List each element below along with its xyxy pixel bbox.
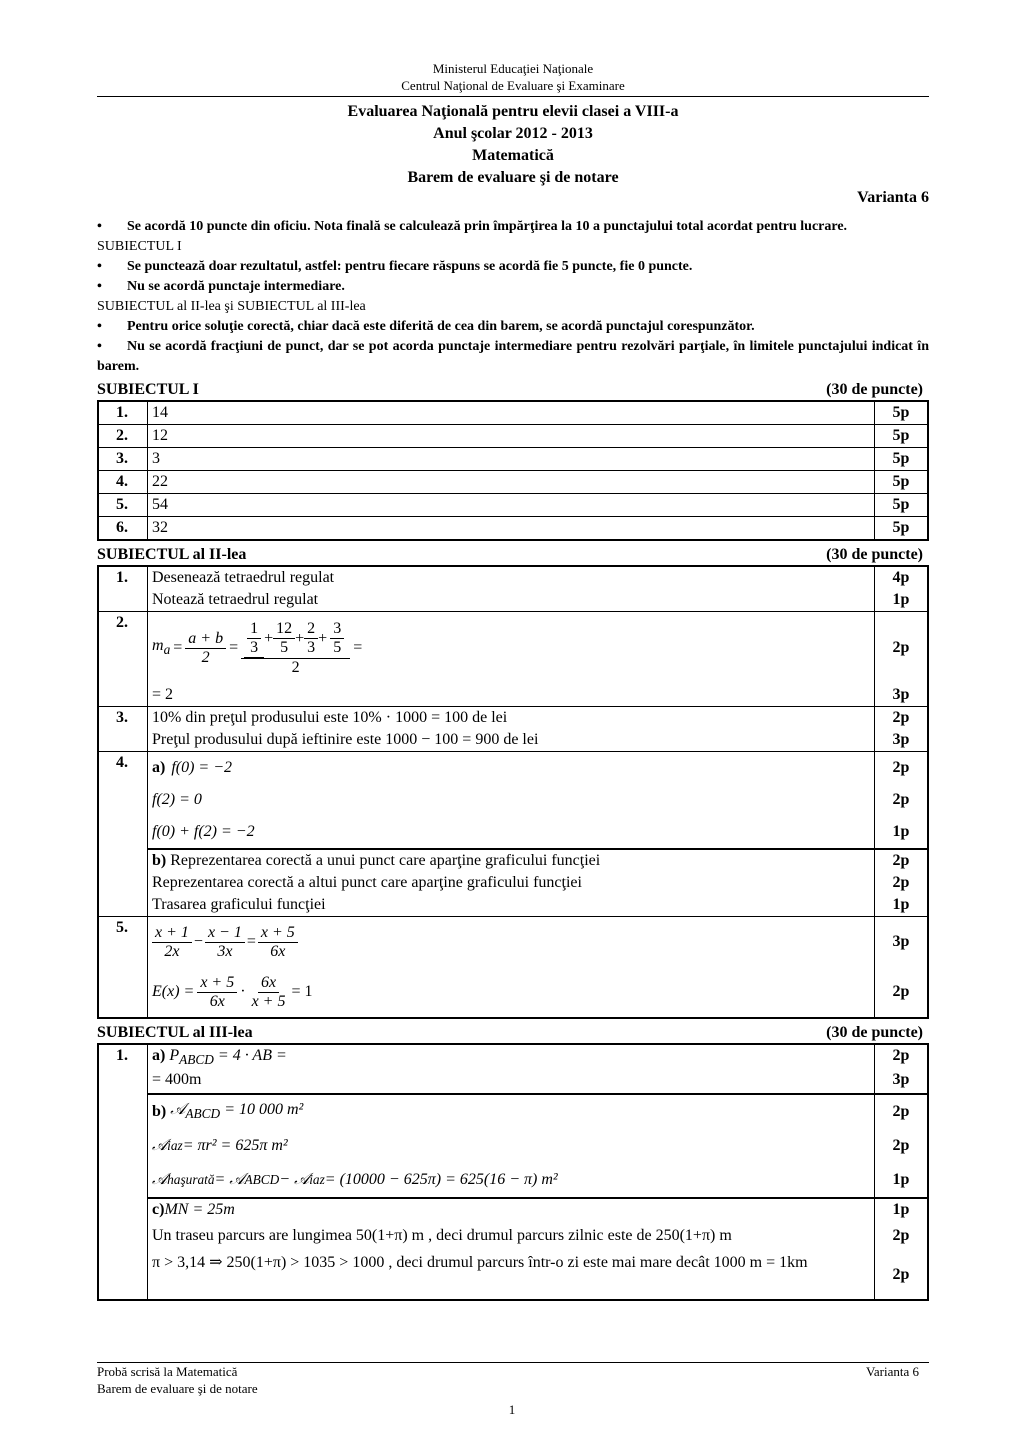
section-1-table — [97, 400, 929, 541]
answer-cell — [148, 752, 875, 850]
rule-text: Se acordă 10 puncte din oficiu. Nota finală se calculează prin împărţirea la 10 a punctajului total acordat pentru lucrare. — [127, 219, 848, 234]
answer-line: f(0) + f(2) = −2 — [152, 823, 255, 840]
points: 2p — [892, 639, 910, 656]
question-number: 3. — [98, 707, 148, 752]
footer-text: Barem de evaluare şi de notare — [97, 1381, 258, 1396]
answer-cell: 3 — [148, 448, 875, 471]
bullet-icon: • — [97, 319, 102, 334]
question-number: 4. — [98, 471, 148, 494]
answer-cell — [148, 1198, 875, 1300]
points: 2p — [892, 1227, 910, 1244]
points: 2p — [892, 1266, 910, 1283]
footer-variant: Varianta 6 — [865, 1364, 919, 1379]
rule-item — [97, 217, 929, 237]
bullet-icon: • — [97, 279, 102, 294]
answer-line: Desenează tetraedrul regulat — [152, 569, 335, 586]
fraction: $\frac{a + b}{2}$ — [185, 630, 226, 667]
points: 1p — [892, 823, 910, 840]
variant-label: Varianta 6 — [857, 189, 929, 206]
answer-line: Un traseu parcurs are lungimea 50(1+π) m , deci drumul parcurs zilnic este de 250(1+π) m — [152, 1227, 732, 1244]
title-line: Evaluarea Naţională pentru elevii clasei a VIII-a — [347, 103, 679, 120]
rule-text: Nu se acordă punctaje intermediare. — [127, 279, 345, 294]
question-number: 1. — [98, 401, 148, 425]
question-number: 5. — [98, 494, 148, 517]
table-row — [98, 448, 928, 471]
table-row — [98, 612, 928, 707]
table-row — [98, 707, 928, 752]
question-number: 5. — [98, 917, 148, 1019]
points-cell — [875, 1044, 929, 1094]
footer-text: Probă scrisă la Matematică — [97, 1364, 238, 1379]
table-row — [98, 849, 928, 917]
points: 2p — [892, 709, 910, 726]
points: 5p — [875, 517, 929, 541]
answer-line: b) Reprezentarea corectă a unui punct care aparţine graficului funcţiei — [152, 852, 601, 869]
answer-line: π > 3,14 ⇒ 250(1+π) > 1035 > 1000 , deci drumul parcurs într-o zi este mai mare decât 1000 m = 1km — [152, 1254, 808, 1271]
points: 1p — [892, 591, 910, 608]
answer-cell: 32 — [148, 517, 875, 541]
points: 1p — [892, 1201, 910, 1218]
points-cell — [875, 1094, 929, 1198]
points: 2p — [892, 1103, 910, 1120]
math-text: $m_a$ — [152, 636, 171, 658]
answer-line: a) f(0) = −2 — [152, 759, 233, 776]
fraction: $\frac{1}{3}$ + $\frac{12}{5}$ + $\frac{2}{3}$ + $\frac{3}{5}$ 2 — [241, 620, 350, 677]
question-number: 2. — [98, 425, 148, 448]
points: 4p — [892, 569, 910, 586]
table-row — [98, 566, 928, 612]
answer-cell — [148, 1094, 875, 1198]
math-text: = — [229, 639, 239, 656]
section-title: SUBIECTUL al II-lea — [97, 546, 247, 563]
question-number: 1. — [98, 566, 148, 612]
points: 2p — [892, 983, 910, 1000]
table-row — [98, 401, 928, 425]
answer-line: Notează tetraedrul regulat — [152, 591, 319, 608]
section-2-table — [97, 565, 929, 1019]
rule-text: Se punctează doar rezultatul, astfel: pentru fiecare răspuns se acordă fie 5 puncte, fie 0 puncte. — [127, 259, 693, 274]
points-cell — [875, 612, 929, 707]
points: 5p — [875, 425, 929, 448]
bullet-icon: • — [97, 339, 102, 354]
section-3-header — [97, 1023, 929, 1043]
question-number: 3. — [98, 448, 148, 471]
answer-line: = 400m — [152, 1071, 202, 1088]
points-cell — [875, 917, 929, 1019]
table-row — [98, 1198, 928, 1300]
points: 1p — [892, 896, 910, 913]
answer-line: = 2 — [152, 686, 174, 703]
answer-line: f(2) = 0 — [152, 791, 202, 808]
answer-cell — [148, 612, 875, 707]
title-line: Anul şcolar 2012 - 2013 — [433, 125, 593, 142]
page-number: 1 — [508, 1402, 516, 1417]
points: 3p — [892, 686, 910, 703]
answer-line: b) 𝒜$_{ABCD}$ = 10 000 m² — [152, 1100, 304, 1122]
grading-rules — [97, 217, 929, 377]
answer-line: 10% din preţul produsului este 10% · 1000 = 100 de lei — [152, 709, 508, 726]
points: 1p — [892, 1171, 910, 1188]
rule-item — [97, 317, 929, 337]
rule-text: Nu se acordă fracţiuni de punct, dar se pot acorda punctaje intermediare pentru rezolvări parţiale, în limitele punctajului indicat în barem. — [97, 339, 929, 374]
section-title: SUBIECTUL al III-lea — [97, 1024, 253, 1041]
ministry-name: Ministerul Educaţiei Naţionale — [432, 61, 594, 76]
bullet-icon: • — [97, 259, 102, 274]
table-row — [98, 425, 928, 448]
section-1-header — [97, 380, 929, 400]
answer-cell: 12 — [148, 425, 875, 448]
title-line: Barem de evaluare şi de notare — [407, 169, 619, 186]
answer-cell: 54 — [148, 494, 875, 517]
points: 3p — [892, 933, 910, 950]
points-cell — [875, 752, 929, 850]
answer-cell — [148, 707, 875, 752]
page — [97, 60, 929, 1301]
rule-item — [97, 277, 929, 297]
question-number: 1. — [98, 1044, 148, 1300]
title-line: Matematică — [472, 147, 554, 164]
rule-heading: SUBIECTUL I — [97, 239, 182, 254]
table-row — [98, 752, 928, 850]
points: 5p — [875, 494, 929, 517]
points-cell — [875, 1198, 929, 1300]
equation: E(x) = $\frac{x + 5}{6x}$ · $\frac{6x}{x + 5}$ = 1 — [152, 973, 313, 1010]
answer-line: 𝒜 iaz = πr² = 625π m² — [152, 1137, 288, 1154]
answer-cell: 14 — [148, 401, 875, 425]
mean-formula — [152, 612, 870, 684]
section-points: (30 de puncte) — [826, 1024, 923, 1041]
points: 2p — [892, 874, 910, 891]
table-row — [98, 471, 928, 494]
page-footer — [97, 1362, 929, 1397]
points: 5p — [875, 471, 929, 494]
points: 2p — [892, 759, 910, 776]
section-title: SUBIECTUL I — [97, 381, 199, 398]
points: 3p — [892, 1071, 910, 1088]
footer-row — [97, 1363, 929, 1380]
rule-heading: SUBIECTUL al II-lea şi SUBIECTUL al III-lea — [97, 299, 366, 314]
header-divider — [97, 96, 929, 97]
equation: $\frac{x + 1}{2x}$ − $\frac{x - 1}{3x}$ = $\frac{x + 5}{6x}$ — [152, 917, 870, 967]
section-points: (30 de puncte) — [826, 381, 923, 398]
answer-line: Preţul produsului după ieftinire este 1000 − 100 = 900 de lei — [152, 731, 539, 748]
table-row — [98, 1094, 928, 1198]
center-name: Centrul Naţional de Evaluare şi Examinare — [401, 78, 625, 93]
answer-cell — [148, 849, 875, 917]
table-row — [98, 517, 928, 541]
question-number: 6. — [98, 517, 148, 541]
points: 2p — [892, 791, 910, 808]
points: 2p — [892, 1137, 910, 1154]
points: 5p — [875, 401, 929, 425]
document-header — [97, 60, 929, 94]
answer-line: c)MN = 25m — [152, 1201, 235, 1218]
table-row — [98, 1044, 928, 1094]
math-text: = — [353, 639, 363, 656]
points-cell — [875, 707, 929, 752]
points: 2p — [892, 852, 910, 869]
answer-cell: 22 — [148, 471, 875, 494]
section-2-header — [97, 545, 929, 565]
section-3-table — [97, 1043, 929, 1301]
math-text: = — [173, 639, 183, 656]
bullet-icon: • — [97, 219, 102, 234]
points-cell — [875, 566, 929, 612]
answer-line: Trasarea graficului funcţiei — [152, 896, 326, 913]
document-title — [97, 101, 929, 189]
answer-line: a) $P_{ABCD} = 4$ · AB = — [152, 1047, 287, 1068]
answer-cell — [148, 566, 875, 612]
points: 3p — [892, 731, 910, 748]
answer-line: Reprezentarea corectă a altui punct care aparţine graficului funcţiei — [152, 874, 582, 891]
points-cell — [875, 849, 929, 917]
rule-item — [97, 337, 929, 377]
answer-cell — [148, 917, 875, 1019]
question-number: 2. — [98, 612, 148, 707]
answer-cell — [148, 1044, 875, 1094]
points: 2p — [892, 1047, 910, 1064]
points: 5p — [875, 448, 929, 471]
answer-line: 𝒜 haşurată = 𝒜 ABCD − 𝒜 iaz = (10000 − 625π) = 625(16 − π) m² — [152, 1171, 558, 1188]
table-row — [98, 917, 928, 1019]
table-row — [98, 494, 928, 517]
rule-text: Pentru orice soluţie corectă, chiar dacă este diferită de cea din barem, se acordă punctajul corespunzător. — [127, 319, 755, 334]
question-number: 4. — [98, 752, 148, 917]
rule-item — [97, 257, 929, 277]
section-points: (30 de puncte) — [826, 546, 923, 563]
